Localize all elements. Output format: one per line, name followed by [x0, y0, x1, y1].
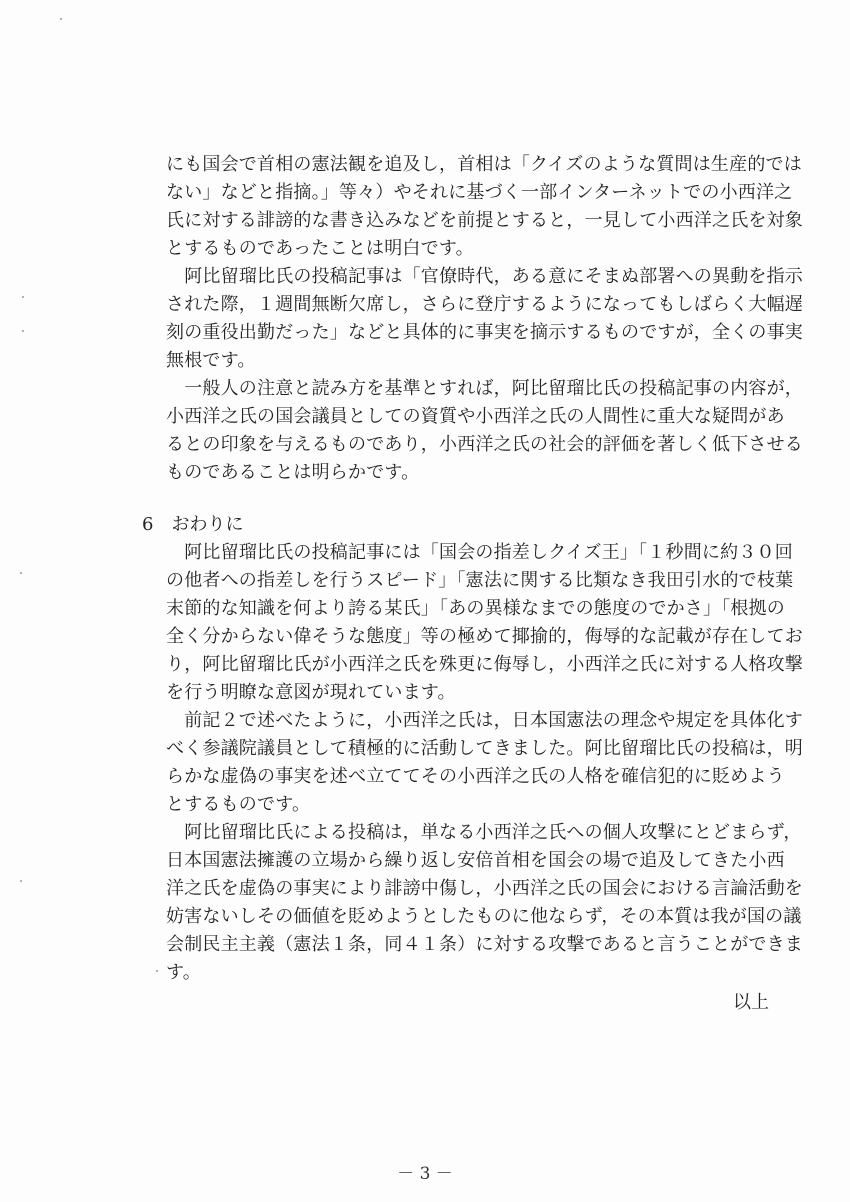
text-line: 小西洋之氏の国会議員としての資質や小西洋之氏の人間性に重大な疑問があ	[166, 406, 785, 427]
text-line: 洋之氏を虚偽の事実により誹謗中傷し，小西洋之氏の国会における言論活動を	[166, 878, 803, 899]
text-line: 氏に対する誹謗的な書き込みなどを前提とすると，一見して小西洋之氏を対象	[166, 210, 803, 231]
text-line: を行う明瞭な意図が現れています。	[166, 682, 456, 703]
text-line: 末節的な知識を何より誇る某氏」「あの異様なまでの態度のでかさ」「根拠の	[166, 598, 785, 619]
text-line: 無根です。	[166, 350, 256, 371]
scan-speck	[20, 572, 22, 574]
text-line: ない」などと指摘。」等々）やそれに基づく一部インターネットでの小西洋之	[166, 182, 793, 203]
section-heading: 6 おわりに	[142, 514, 244, 535]
scan-speck	[156, 970, 158, 972]
text-line: にも国会で首相の憲法観を追及し，首相は「クイズのような質問は生産的では	[166, 154, 802, 175]
text-line: 前記２で述べたように，小西洋之氏は，日本国憲法の理念や規定を具体化す	[166, 710, 803, 731]
text-line: 会制民主主義（憲法１条，同４１条）に対する攻撃であると言うことができま	[166, 934, 803, 955]
text-line: らかな虚偽の事実を述べ立ててその小西洋之氏の人格を確信犯的に貶めよう	[166, 766, 785, 787]
page-number: － 3 －	[397, 1164, 453, 1184]
text-line: 妨害ないしその価値を貶めようとしたものに他ならず，その本質は我が国の議	[166, 906, 802, 927]
text-line: された際，１週間無断欠席し，さらに登庁するようになってもしばらく大幅遅	[166, 294, 803, 315]
text-line: るとの印象を与えるものであり，小西洋之氏の社会的評価を著しく低下させる	[166, 434, 803, 455]
scan-speck	[22, 296, 24, 298]
text-line: り，阿比留瑠比氏が小西洋之氏を殊更に侮辱し，小西洋之氏に対する人格攻撃	[166, 654, 803, 675]
text-line: 日本国憲法擁護の立場から繰り返し安倍首相を国会の場で追及してきた小西	[166, 850, 785, 871]
text-line: 阿比留瑠比氏の投稿記事には「国会の指差しクイズ王」「１秒間に約３０回	[166, 542, 793, 563]
text-line: とするものです。	[166, 794, 311, 815]
text-line: 阿比留瑠比氏の投稿記事は「官僚時代，ある意にそまぬ部署への異動を指示	[166, 266, 803, 287]
scan-speck	[22, 330, 24, 332]
text-line: の他者への指差しを行うスピード」「憲法に関する比類なき我田引水的で枝葉	[166, 570, 794, 591]
text-line: べく参議院議員として積極的に活動してきました。阿比留瑠比氏の投稿は，明	[166, 738, 803, 759]
text-line: 刻の重役出勤だった」などと具体的に事実を摘示するものですが，全くの事実	[166, 322, 803, 343]
text-line: す。	[166, 962, 201, 983]
scan-speck	[60, 18, 62, 20]
text-line: 全く分からない偉そうな態度」等の極めて揶揄的，侮辱的な記載が存在してお	[166, 626, 803, 647]
closing-mark: 以上	[733, 992, 769, 1013]
scan-speck	[20, 880, 22, 882]
text-line: とするものであったことは明白です。	[166, 238, 474, 259]
text-line: 阿比留瑠比氏による投稿は，単なる小西洋之氏への個人攻撃にとどまらず，	[166, 822, 802, 843]
text-line: 一般人の注意と読み方を基準とすれば，阿比留瑠比氏の投稿記事の内容が，	[166, 378, 803, 399]
text-line: ものであることは明らかです。	[166, 462, 420, 483]
